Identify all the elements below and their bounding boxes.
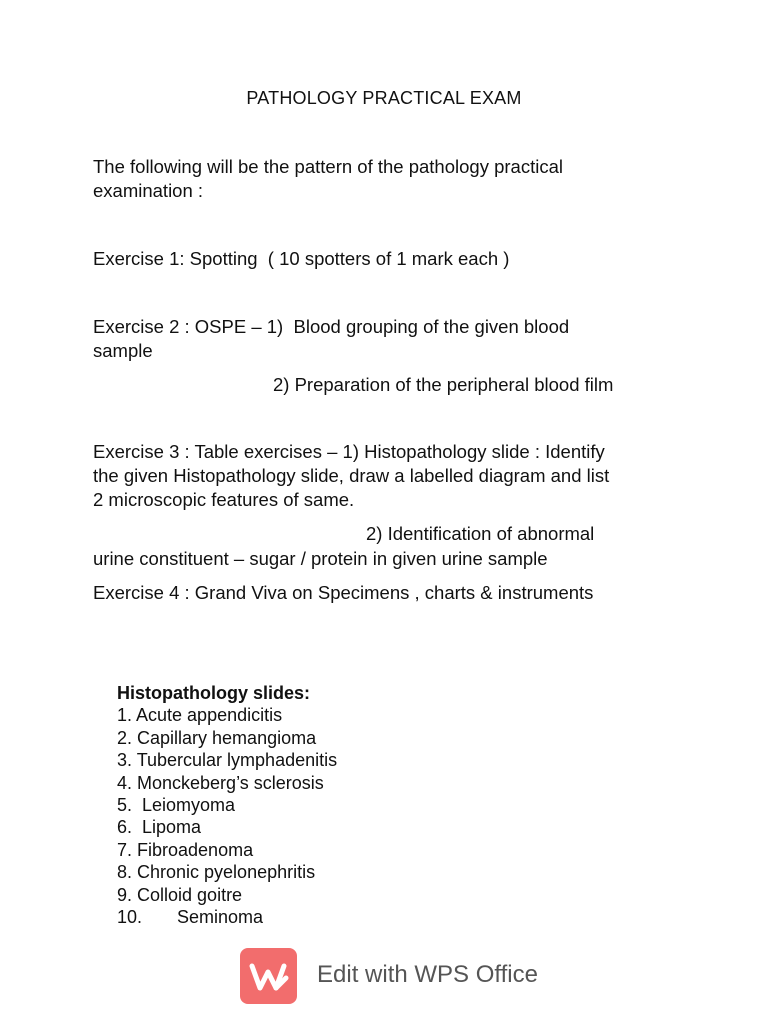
list-item: 1. Acute appendicitis <box>117 705 283 726</box>
intro-line-1: The following will be the pattern of the pathology practical <box>93 156 563 177</box>
document-title: PATHOLOGY PRACTICAL EXAM <box>246 88 522 108</box>
exercise-3-line-3: 2 microscopic features of same. <box>93 489 355 510</box>
list-item: 9. Colloid goitre <box>117 884 243 905</box>
exercise-3-line-4: 2) Identification of abnormal <box>366 523 595 544</box>
list-item: 6. Lipoma <box>117 817 202 838</box>
list-item: 4. Monckeberg’s sclerosis <box>117 772 324 793</box>
exercise-3-label: Exercise 3 : Table exercises <box>93 441 322 462</box>
list-item: 8. Chronic pyelonephritis <box>117 862 316 883</box>
wps-label: Edit with WPS Office <box>317 961 538 988</box>
slides-heading: Histopathology slides: <box>117 683 311 703</box>
list-item: 10. Seminoma <box>117 907 264 928</box>
exercise-4-label: Exercise 4 : Grand Viva <box>93 582 287 603</box>
exercise-3 <box>93 440 609 512</box>
edit-with-wps-button[interactable] <box>240 948 560 1004</box>
exercise-1 <box>93 247 509 271</box>
list-item: 5. Leiomyoma <box>117 795 236 816</box>
exercise-4 <box>93 581 593 605</box>
intro-paragraph <box>93 155 563 203</box>
wps-w-icon <box>240 948 297 1004</box>
intro-line-2: examination : <box>93 180 204 201</box>
exercise-2-line-2: sample <box>93 340 153 361</box>
list-item: 2. Capillary hemangioma <box>117 727 317 748</box>
slides-list <box>117 682 337 928</box>
exercise-2-label: Exercise 2 : OSPE <box>93 316 247 337</box>
exercise-1-text: ( 10 spotters of 1 mark each ) <box>257 248 510 269</box>
exercise-4-text: on Specimens , charts & instruments <box>287 582 594 603</box>
exercise-3-text: – 1) Histopathology slide : Identify <box>321 441 605 462</box>
list-item: 7. Fibroadenoma <box>117 839 254 860</box>
exercise-1-label: Exercise 1: Spotting <box>93 248 258 269</box>
exercise-2 <box>93 315 569 363</box>
exercise-2-line-3: 2) Preparation of the peripheral blood film <box>273 374 614 395</box>
exercise-3-line-5: urine constituent – sugar / protein in given urine sample <box>93 548 548 569</box>
list-item: 3. Tubercular lymphadenitis <box>117 750 338 771</box>
exercise-3-line-2: the given Histopathology slide, draw a labelled diagram and list <box>93 465 610 486</box>
exercise-2-text: – 1) Blood grouping of the given blood <box>246 316 570 337</box>
